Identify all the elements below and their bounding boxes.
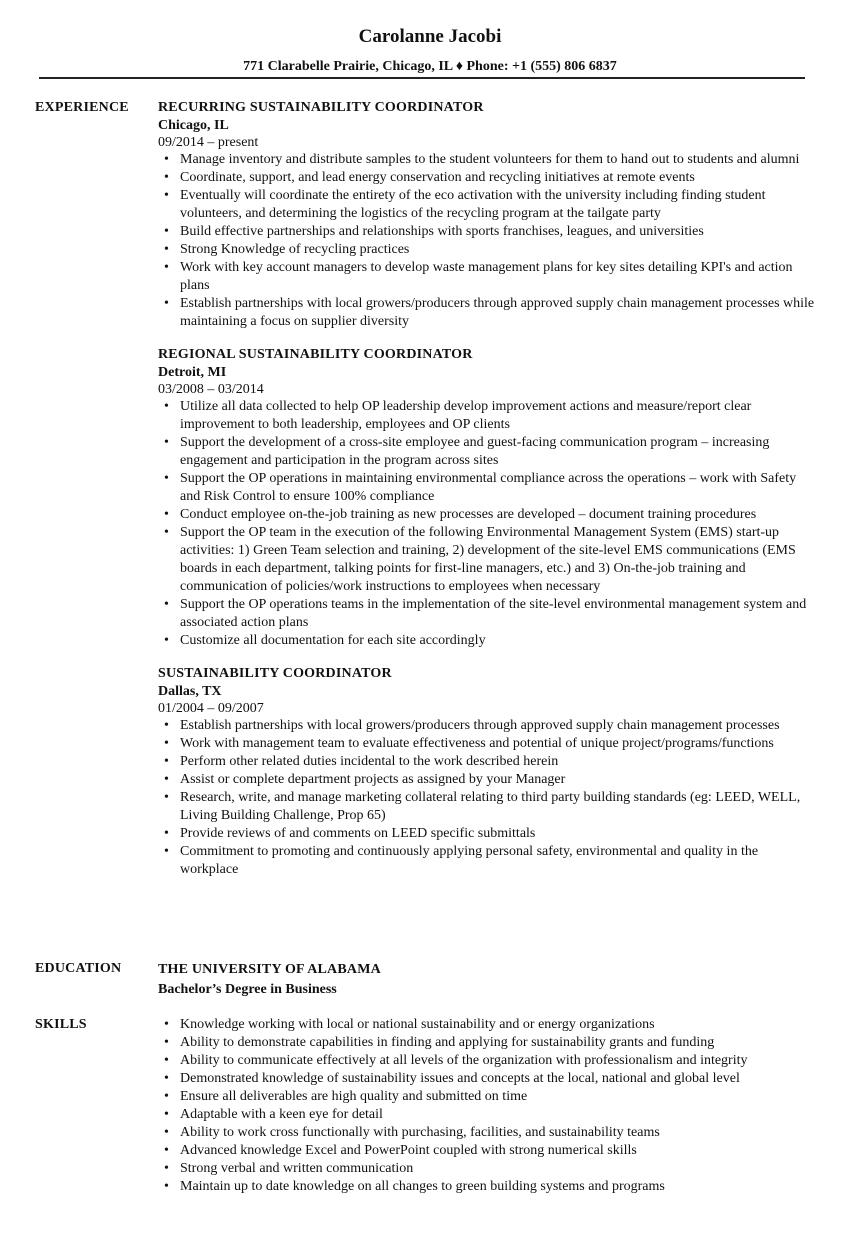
job-bullets bbox=[158, 717, 818, 879]
bullet-item bbox=[158, 1178, 818, 1196]
bullet-icon: • bbox=[164, 826, 169, 841]
bullet-text: Coordinate, support, and lead energy conservation and recycling initiatives at remote events bbox=[180, 170, 695, 185]
bullet-icon: • bbox=[164, 1161, 169, 1176]
bullet-icon: • bbox=[164, 224, 169, 239]
job-entry bbox=[158, 346, 818, 650]
candidate-name: Carolanne Jacobi bbox=[358, 26, 502, 47]
bullet-icon: • bbox=[164, 507, 169, 522]
bullet-icon: • bbox=[164, 1107, 169, 1122]
bullet-icon: • bbox=[164, 188, 169, 203]
skills-list bbox=[158, 1016, 818, 1196]
bullet-text: Knowledge working with local or national sustainability and or energy organizations bbox=[180, 1017, 655, 1032]
job-bullets bbox=[158, 398, 818, 650]
bullet-item bbox=[158, 524, 818, 596]
bullet-icon: • bbox=[164, 1125, 169, 1140]
bullet-icon: • bbox=[164, 152, 169, 167]
bullet-text: Eventually will coordinate the entirety of the eco activation with the university including finding student volunteers, and determining the logistics of the recycling program at the tailgate party bbox=[180, 188, 766, 221]
education-entry bbox=[158, 960, 818, 1000]
bullet-icon: • bbox=[164, 754, 169, 769]
bullet-item bbox=[158, 789, 818, 825]
bullet-icon: • bbox=[164, 790, 169, 805]
bullet-item bbox=[158, 753, 818, 771]
bullet-text: Support the OP operations in maintaining environmental compliance across the operations – work with Safety and Risk Control to ensure 100% compliance bbox=[180, 471, 797, 504]
education-heading: EDUCATION bbox=[35, 961, 122, 976]
job-entry bbox=[158, 99, 818, 331]
bullet-text: Support the OP operations teams in the implementation of the site-level environmental management system and associated action plans bbox=[180, 597, 807, 630]
bullet-item bbox=[158, 825, 818, 843]
bullet-text: Work with management team to evaluate effectiveness and potential of unique project/programs/functions bbox=[180, 736, 774, 751]
bullet-icon: • bbox=[164, 1143, 169, 1158]
bullet-text: Establish partnerships with local growers/producers through approved supply chain management processes bbox=[180, 718, 780, 733]
bullet-item bbox=[158, 241, 818, 259]
bullet-item bbox=[158, 1106, 818, 1124]
bullet-icon: • bbox=[164, 1089, 169, 1104]
bullet-icon: • bbox=[164, 1179, 169, 1194]
contact-line: 771 Clarabelle Prairie, Chicago, IL ♦ Phone: +1 (555) 806 6837 bbox=[243, 59, 617, 74]
bullet-item bbox=[158, 151, 818, 169]
bullet-item bbox=[158, 1070, 818, 1088]
skills-heading: SKILLS bbox=[35, 1017, 87, 1032]
bullet-icon: • bbox=[164, 718, 169, 733]
education-school: THE UNIVERSITY OF ALABAMA bbox=[158, 962, 381, 977]
bullet-text: Ability to communicate effectively at all levels of the organization with professionalism and integrity bbox=[180, 1053, 748, 1068]
header-divider bbox=[39, 77, 805, 79]
bullet-icon: • bbox=[164, 1053, 169, 1068]
bullet-text: Support the OP team in the execution of the following Environmental Management System (EMS) start-up activities: 1) Green Team selection and training, 2) development of the site-level EMS communications (EMS boards in each department, talking points for first-line managers, etc.) and 3) On-the-job training and communication of policies/work instructions to employees when necessary bbox=[180, 525, 796, 594]
job-title: RECURRING SUSTAINABILITY COORDINATOR bbox=[158, 100, 484, 115]
education-degree: Bachelor’s Degree in Business bbox=[158, 982, 337, 997]
bullet-item bbox=[158, 295, 818, 331]
job-location: Chicago, IL bbox=[158, 118, 229, 133]
bullet-item bbox=[158, 398, 818, 434]
bullet-icon: • bbox=[164, 633, 169, 648]
job-location: Detroit, MI bbox=[158, 365, 227, 380]
bullet-text: Conduct employee on-the-job training as new processes are developed – document training procedures bbox=[180, 507, 757, 522]
bullet-item bbox=[158, 771, 818, 789]
bullet-item bbox=[158, 506, 818, 524]
bullet-item bbox=[158, 187, 818, 223]
bullet-icon: • bbox=[164, 260, 169, 275]
job-bullets bbox=[158, 151, 818, 331]
bullet-text: Provide reviews of and comments on LEED specific submittals bbox=[180, 826, 536, 841]
bullet-item bbox=[158, 223, 818, 241]
bullet-item bbox=[158, 259, 818, 295]
bullet-text: Build effective partnerships and relationships with sports franchises, leagues, and universities bbox=[180, 224, 704, 239]
bullet-item bbox=[158, 1124, 818, 1142]
bullet-item bbox=[158, 434, 818, 470]
bullet-text: Utilize all data collected to help OP leadership develop improvement actions and measure/report clear improvement to both leadership, employees and OP clients bbox=[180, 399, 752, 432]
bullet-text: Strong Knowledge of recycling practices bbox=[180, 242, 410, 257]
bullet-item bbox=[158, 717, 818, 735]
bullet-text: Research, write, and manage marketing collateral relating to third party building standards (eg: LEED, WELL, Living Building Challenge, Prop 65) bbox=[180, 790, 801, 823]
experience-heading: EXPERIENCE bbox=[35, 100, 129, 115]
job-title: SUSTAINABILITY COORDINATOR bbox=[158, 666, 392, 681]
bullet-icon: • bbox=[164, 1071, 169, 1086]
bullet-item bbox=[158, 470, 818, 506]
job-title: REGIONAL SUSTAINABILITY COORDINATOR bbox=[158, 347, 473, 362]
bullet-item bbox=[158, 1088, 818, 1106]
bullet-text: Support the development of a cross-site employee and guest-facing communication program – increasing engagement and participation in the program across sites bbox=[180, 435, 770, 468]
bullet-icon: • bbox=[164, 597, 169, 612]
bullet-icon: • bbox=[164, 1035, 169, 1050]
bullet-text: Maintain up to date knowledge on all changes to green building systems and programs bbox=[180, 1179, 665, 1194]
job-entry bbox=[158, 665, 818, 879]
bullet-icon: • bbox=[164, 296, 169, 311]
bullet-icon: • bbox=[164, 844, 169, 859]
bullet-text: Ability to work cross functionally with purchasing, facilities, and sustainability teams bbox=[180, 1125, 660, 1140]
bullet-text: Establish partnerships with local growers/producers through approved supply chain management processes while maintaining a focus on supplier diversity bbox=[180, 296, 815, 329]
bullet-icon: • bbox=[164, 525, 169, 540]
bullet-text: Ensure all deliverables are high quality and submitted on time bbox=[180, 1089, 528, 1104]
bullet-text: Strong verbal and written communication bbox=[180, 1161, 414, 1176]
job-dates: 09/2014 – present bbox=[158, 135, 259, 150]
job-dates: 03/2008 – 03/2014 bbox=[158, 382, 264, 397]
bullet-text: Assist or complete department projects as assigned by your Manager bbox=[180, 772, 566, 787]
bullet-icon: • bbox=[164, 1017, 169, 1032]
bullet-text: Customize all documentation for each site accordingly bbox=[180, 633, 486, 648]
bullet-item bbox=[158, 843, 818, 879]
bullet-icon: • bbox=[164, 399, 169, 414]
bullet-item bbox=[158, 1160, 818, 1178]
bullet-item bbox=[158, 596, 818, 632]
bullet-icon: • bbox=[164, 471, 169, 486]
bullet-text: Ability to demonstrate capabilities in finding and applying for sustainability grants and funding bbox=[180, 1035, 715, 1050]
job-location: Dallas, TX bbox=[158, 684, 222, 699]
bullet-icon: • bbox=[164, 170, 169, 185]
bullet-item bbox=[158, 1052, 818, 1070]
bullet-icon: • bbox=[164, 242, 169, 257]
experience-entries bbox=[158, 99, 818, 894]
bullet-text: Demonstrated knowledge of sustainability issues and concepts at the local, national and global level bbox=[180, 1071, 740, 1086]
bullet-icon: • bbox=[164, 435, 169, 450]
bullet-text: Manage inventory and distribute samples to the student volunteers for them to hand out to students and alumni bbox=[180, 152, 800, 167]
bullet-text: Perform other related duties incidental to the work described herein bbox=[180, 754, 559, 769]
job-dates: 01/2004 – 09/2007 bbox=[158, 701, 264, 716]
bullet-text: Adaptable with a keen eye for detail bbox=[180, 1107, 383, 1122]
bullet-icon: • bbox=[164, 736, 169, 751]
skills-list-wrapper bbox=[158, 1016, 818, 1196]
bullet-text: Commitment to promoting and continuously applying personal safety, environmental and quality in the workplace bbox=[180, 844, 759, 877]
bullet-item bbox=[158, 1034, 818, 1052]
bullet-item bbox=[158, 1142, 818, 1160]
bullet-item bbox=[158, 169, 818, 187]
bullet-item bbox=[158, 1016, 818, 1034]
bullet-text: Advanced knowledge Excel and PowerPoint coupled with strong numerical skills bbox=[180, 1143, 637, 1158]
bullet-item bbox=[158, 632, 818, 650]
bullet-icon: • bbox=[164, 772, 169, 787]
bullet-item bbox=[158, 735, 818, 753]
bullet-text: Work with key account managers to develop waste management plans for key sites detailing KPI's and action plans bbox=[180, 260, 793, 293]
